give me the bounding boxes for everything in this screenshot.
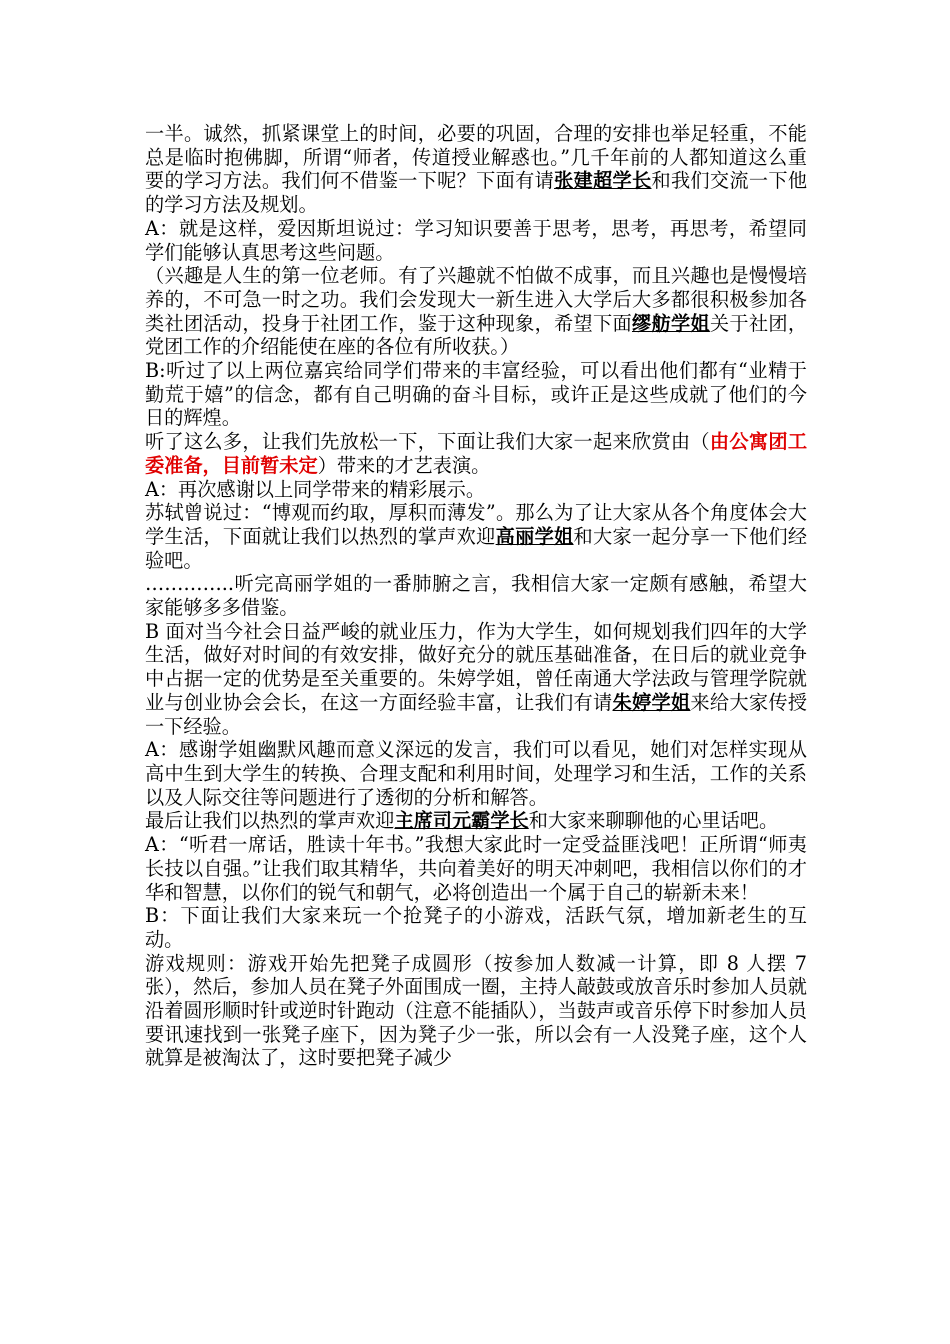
highlighted-name: 高丽学姐 [495,524,574,548]
red-note: 由公寓团工委准备，目前暂未定 [145,430,808,477]
paragraph-5 [145,478,807,502]
text-run: …………..听完高丽学姐的一番肺腑之言，我相信大家一定颇有感触，希望大家能够多多借鉴。 [145,572,807,620]
paragraph-2 [145,264,807,359]
text-run: B:听过了以上两位嘉宾给同学们带来的丰富经验，可以看出他们都有“业精于勤荒于嬉”的信念，都有自己明确的奋斗目标，或许正是这些成就了他们的今日的辉煌。 [145,359,807,430]
paragraph-3 [145,359,807,430]
text-run: 一半。诚然，抓紧课堂上的时间，必要的巩固，合理的安排也举足轻重，不能总是临时抱佛脚，所谓“师者，传道授业解惑也。”几千年前的人都知道这么重要的学习方法。我们何不借鉴一下呢？下面有请 [145,122,807,193]
text-run: 来给大家传授一下经验。 [145,690,808,738]
paragraph-7 [145,572,807,619]
text-run: A：“听君一席话，胜读十年书。”我想大家此时一定受益匪浅吧！正所谓“师夷长技以自强。”让我们取其精华，共向着美好的明天冲刺吧，我相信以你们的才华和智慧，以你们的锐气和朝气，必将创造出一个属于自己的崭新未来！ [145,833,807,904]
highlighted-name: 缪舫学姐 [631,311,710,335]
text-run: 和大家一起分享一下他们经验吧。 [145,524,808,572]
paragraph-4 [145,430,807,477]
paragraph-13 [145,952,807,1071]
text-run: 最后让我们以热烈的掌声欢迎 [145,809,395,833]
text-run: 听了这么多，让我们先放松一下，下面让我们大家一起来欣赏由（ [145,430,710,454]
text-run: A：再次感谢以上同学带来的精彩展示。 [145,477,486,501]
text-run: A：就是这样，爱因斯坦说过：学习知识要善于思考，思考，再思考，希望同学们能够认真思考这些问题。 [145,216,807,264]
text-run: 和我们交流一下他的学习方法及规划。 [145,169,808,217]
paragraph-9 [145,738,807,809]
text-run: A：感谢学姐幽默风趣而意义深远的发言，我们可以看见，她们对怎样实现从高中生到大学生的转换、合理支配和利用时间，处理学习和生活，工作的关系以及人际交往等问题进行了透彻的分析和解答。 [145,738,807,809]
text-run: B 面对当今社会日益严峻的就业压力，作为大学生，如何规划我们四年的大学生活，做好对时间的有效安排，做好充分的就压基础准备，在日后的就业竞争中占据一定的优势是至关重要的。朱婷学姐，曾任南通大学法政与管理学院就业与创业协会会长，在这一方面经验丰富，让我们有请 [145,619,807,714]
paragraph-11 [145,833,807,904]
text-run: 和大家来聊聊他的心里话吧。 [528,809,779,833]
paragraph-8 [145,620,807,739]
text-run: B：下面让我们大家来玩一个抢凳子的小游戏，活跃气氛，增加新老生的互动。 [145,904,807,951]
document-body [145,122,807,1070]
text-run: 游戏规则：游戏开始先把凳子成圆形（按参加人数减一计算，即 8 人摆 7 张），然后，参加人员在凳子外面围成一圈，主持人敲鼓或放音乐时参加人员就沿着圆形顺时针或逆时针跑动（注意不能插队），当鼓声或音乐停下时参加人员要讯速找到一张凳子座下，因为凳子少一张，所以会有一人没凳子座，这个人就算是被淘汰了，这时要把凳子减少 [145,951,807,1070]
paragraph-6 [145,501,807,572]
highlighted-name: 主席司元霸学长 [394,809,529,833]
highlighted-name: 张建超学长 [554,169,652,193]
text-run: 关于社团，党团工作的介绍能使在座的各位有所收获。） [145,311,808,359]
paragraph-12 [145,904,807,951]
text-run: ）带来的才艺表演。 [317,453,491,477]
highlighted-name: 朱婷学姐 [612,690,691,714]
text-run: 苏轼曾说过：“博观而约取，厚积而薄发”。那么为了让大家从各个角度体会大学生活，下面就让我们以热烈的掌声欢迎 [145,501,807,548]
paragraph-0 [145,122,807,217]
paragraph-10 [145,809,807,833]
text-run: （兴趣是人生的第一位老师。有了兴趣就不怕做不成事，而且兴趣也是慢慢培养的，不可急一时之功。我们会发现大一新生进入大学后大多都很积极参加各类社团活动，投身于社团工作，鉴于这种现象，希望下面 [145,264,807,335]
paragraph-1 [145,217,807,264]
